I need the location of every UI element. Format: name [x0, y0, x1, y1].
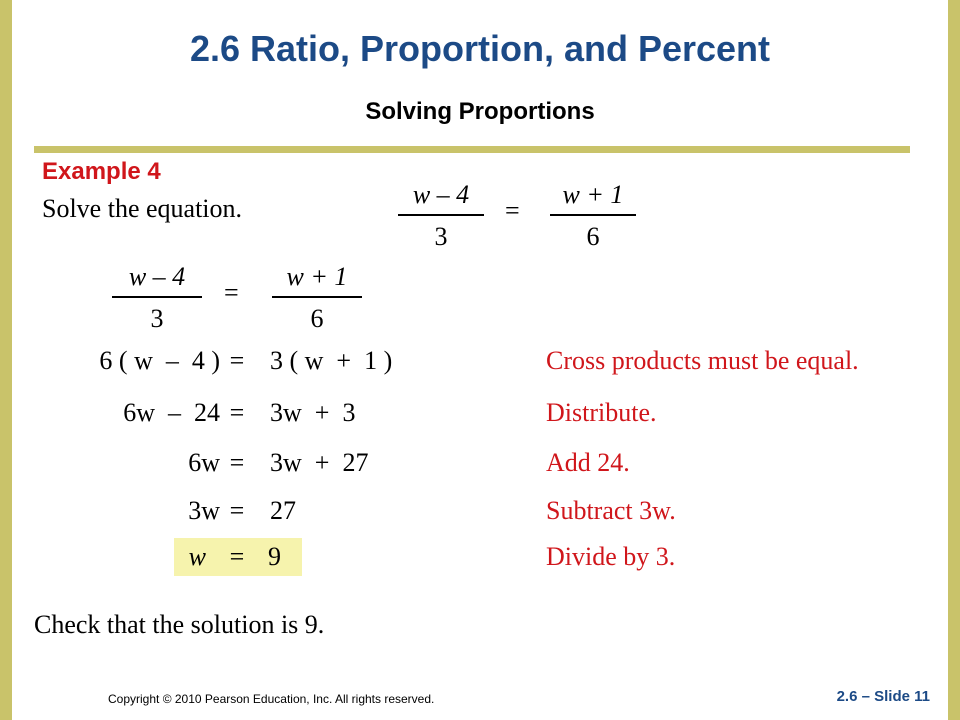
- step-rhs: 3 ( w + 1 ): [270, 346, 393, 375]
- copyright-text: Copyright © 2010 Pearson Education, Inc. All rights reserved.: [108, 692, 435, 706]
- slide-subtitle: Solving Proportions: [365, 98, 595, 125]
- step-lhs: 6w – 24: [123, 398, 220, 427]
- title-divider: [34, 146, 910, 153]
- slide-number: 2.6 – Slide 11: [836, 688, 930, 705]
- step-rhs: 3w + 3: [270, 398, 356, 427]
- problem-prompt: Solve the equation.: [42, 194, 243, 223]
- problem-fraction-left: [398, 180, 484, 252]
- step-rhs: 3w + 27: [270, 448, 369, 477]
- step-equals: =: [229, 542, 245, 571]
- step-equals: =: [229, 398, 245, 427]
- fraction-bar: [272, 296, 362, 298]
- step-fraction-right: [272, 262, 362, 334]
- fraction-denominator: 3: [434, 222, 448, 251]
- step-lhs: w: [188, 542, 206, 571]
- step-equals-sign: =: [224, 278, 239, 307]
- slide-title: 2.6 Ratio, Proportion, and Percent: [189, 28, 771, 69]
- check-statement: Check that the solution is 9.: [34, 610, 325, 639]
- fraction-numerator: w – 4: [412, 180, 470, 209]
- problem-fraction-right: [550, 180, 636, 252]
- step-fraction-left: [112, 262, 202, 334]
- step-note: Cross products must be equal.: [546, 346, 859, 375]
- fraction-bar: [550, 214, 636, 216]
- step-equals: =: [229, 448, 245, 477]
- step-note: Subtract 3w.: [546, 496, 676, 525]
- problem-equals-sign: =: [505, 196, 520, 225]
- fraction-denominator: 3: [150, 304, 164, 333]
- step-equals: =: [229, 496, 245, 525]
- fraction-numerator: w + 1: [562, 180, 624, 209]
- step-lhs: 3w: [188, 496, 220, 525]
- step-note: Distribute.: [546, 398, 657, 427]
- fraction-denominator: 6: [310, 304, 324, 333]
- fraction-numerator: w – 4: [128, 262, 186, 291]
- step-equals: =: [229, 346, 245, 375]
- example-label: Example 4: [42, 158, 161, 185]
- fraction-bar: [112, 296, 202, 298]
- fraction-denominator: 6: [586, 222, 600, 251]
- fraction-numerator: w + 1: [286, 262, 348, 291]
- step-lhs: 6w: [188, 448, 220, 477]
- step-lhs: 6 ( w – 4 ): [99, 346, 220, 375]
- step-note: Add 24.: [546, 448, 630, 477]
- fraction-bar: [398, 214, 484, 216]
- step-rhs: 27: [270, 496, 296, 525]
- step-note: Divide by 3.: [546, 542, 676, 571]
- step-rhs: 9: [268, 542, 281, 571]
